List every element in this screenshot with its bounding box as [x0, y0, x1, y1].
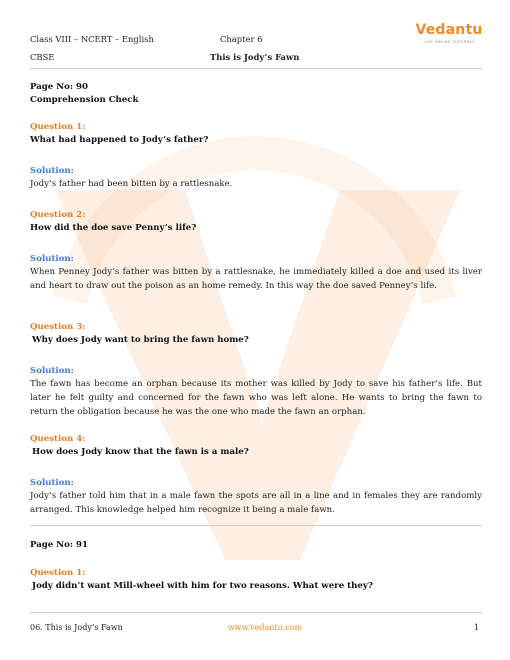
- header-divider: [30, 68, 482, 69]
- section-title: Comprehension Check: [30, 95, 139, 105]
- solution-text: Jody’s father had been bitten by a rattlesnake.: [30, 179, 233, 189]
- question-heading: Question 4:: [30, 434, 86, 444]
- question-heading: Question 1:: [30, 568, 86, 578]
- logo-tagline: LIVE ONLINE TUTORING: [423, 39, 475, 44]
- solution-text: The fawn has become an orphan because its mother was killed by Jody to save his father’s life. But later he felt guilty and concerned for the fawn who was left alone. He wants to bring the fawn to return the obligation because he was the one who made the fawn an orphan.: [30, 379, 482, 417]
- page-number: 1: [474, 623, 480, 632]
- solution-text: When Penney Jody’s father was bitten by a rattlesnake, he immediately killed a doe and used its liver and heart to draw out the poison as an home remedy. In this way the doe saved Penney’s life.: [30, 267, 482, 291]
- solution-heading: Solution:: [30, 166, 74, 176]
- page-break-divider: [30, 525, 482, 526]
- solution-heading: Solution:: [30, 478, 74, 488]
- question-heading: Question 2:: [30, 210, 86, 220]
- question-text: What had happened to Jody’s father?: [30, 135, 209, 145]
- question-text: How does Jody know that the fawn is a male?: [32, 447, 249, 457]
- solution-heading: Solution:: [30, 254, 74, 264]
- question-text: Why does Jody want to bring the fawn home?: [32, 335, 249, 345]
- page-number-label: Page No: 90: [30, 82, 88, 92]
- solution-heading: Solution:: [30, 366, 74, 376]
- footer-divider: [30, 612, 482, 613]
- question-heading: Question 3:: [30, 322, 86, 332]
- board-label: CBSE: [30, 52, 55, 62]
- vedantu-logo: [412, 22, 486, 48]
- solution-text: Jody’s father told him that in a male fawn the spots are all in a line and in females they are randomly arranged. This knowledge helped him recognize it being a male fawn.: [30, 491, 482, 515]
- page-number-label: Page No: 91: [30, 540, 88, 550]
- question-heading: Question 1:: [30, 122, 86, 132]
- course-label: Class VIII – NCERT – English: [30, 34, 154, 44]
- chapter-title: This is Jody’s Fawn: [210, 52, 300, 62]
- website-link[interactable]: www.vedantu.com: [228, 623, 303, 632]
- chapter-label: Chapter 6: [220, 34, 263, 44]
- logo-wordmark: Vedantu: [415, 22, 483, 38]
- question-text: Jody didn’t want Mill-wheel with him for two reasons. What were they?: [32, 581, 373, 591]
- question-text: How did the doe save Penny’s life?: [30, 223, 197, 233]
- footer-chapter-name: 06. This is Jody’s Fawn: [30, 623, 123, 632]
